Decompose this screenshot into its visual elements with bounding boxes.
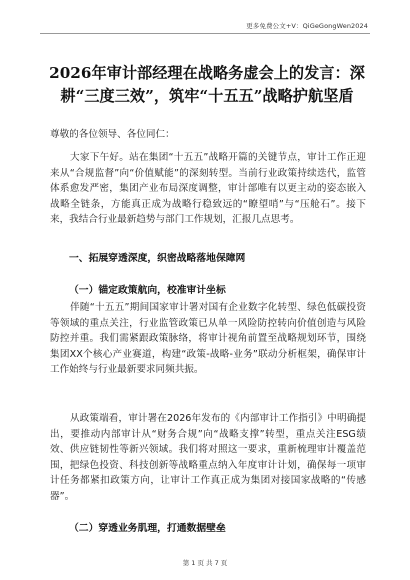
header-divider [40,33,370,34]
header-note: 更多免费公文+V：QiGeGongWen2024 [246,22,368,30]
body-paragraph: 从政策端看，审计署在2026年发布的《内部审计工作指引》中明确提出，要推动内部审计从“财务合规”向“战略支撑”转型，重点关注ESG绩效、供应链韧性等新兴领域。我们将对照这一要求，重新梳理审计覆盖范围，把绿色投资、科技创新等战略重点纳入年度审计计划，确保每一项审计任务都紧扣政策方向，让审计工作真正成为集团对接国家战略的“传感器”。 [50,413,366,502]
document-title: 2026年审计部经理在战略务虚会上的发言：深耕“三度三效”，筑牢“十五五”战略护航坚盾 [49,64,365,105]
body-paragraph: 伴随“十五五”期间国家审计署对国有企业数字化转型、绿色低碳投资等领域的重点关注，行业监管政策已从单一风险防控转向价值创造与风险防控并重。我们需紧跟政策脉络，将审计视角前置至战略规划环节，围绕集团XX个核心产业赛道，构建“政策-战略-业务”联动分析框架，确保审计工作始终与行业最新要求同频共振。 [50,302,366,376]
intro-paragraph: 大家下午好。站在集团“十五五”战略开篇的关键节点，审计工作正迎来从“合规监督”向“价值赋能”的深刻转型。当前行业政策持续迭代，监管体系愈发严密，集团产业布局深度调整，审计部唯有以更主动的姿态嵌入战略全链条，方能真正成为战略行稳致远的“瞭望哨”与“压舱石”。接下来，我结合行业最新趋势与部门工作规划，汇报几点思考。 [50,152,366,226]
salutation: 尊敬的各位领导、各位同仁： [50,129,175,140]
subsection-heading: （二）穿透业务肌理，打通数据壁垒 [69,523,226,534]
subsection-heading: （一）锚定政策航向，校准审计坐标 [69,285,226,296]
section-heading: 一、拓展穿透深度，织密战略落地保障网 [69,253,246,264]
page-number: 第 1 页 共 7 页 [182,559,228,567]
